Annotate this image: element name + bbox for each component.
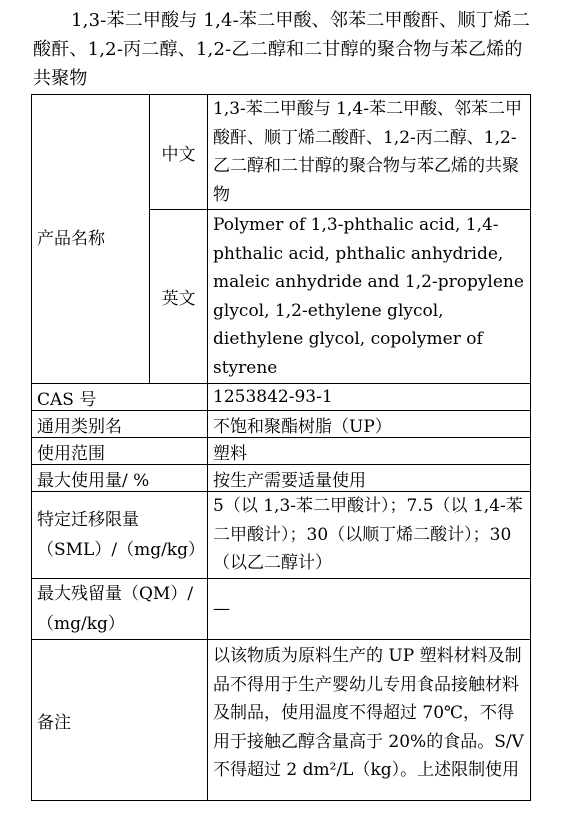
category-value: 不饱和聚酯树脂（UP）: [208, 411, 531, 438]
table-row: [32, 492, 531, 579]
max-use-label: 最大使用量/ %: [32, 465, 208, 492]
category-label: 通用类别名: [32, 411, 208, 438]
english-name-value: Polymer of 1,3-phthalic acid, 1,4-phthalic acid, phthalic anhydride, maleic anhydride and 1,2-propylene glycol, 1,2-ethylene glycol, diethylene glycol, copolymer of styrene: [208, 210, 531, 384]
cas-value: 1253842-93-1: [208, 384, 531, 411]
substance-heading: 1,3-苯二甲酸与 1,4-苯二甲酸、邻苯二甲酸酐、顺丁烯二酸酐、1,2-丙二醇、1,2-乙二醇和二甘醇的聚合物与苯乙烯的共聚物: [33, 10, 531, 89]
scope-label: 使用范围: [32, 438, 208, 465]
scope-value: 塑料: [208, 438, 531, 465]
table-row: [32, 465, 531, 492]
sml-value: 5（以 1,3-苯二甲酸计）；7.5（以 1,4-苯二甲酸计）；30（以顺丁烯二酸计）；30（以乙二醇计）: [208, 492, 531, 579]
cas-label: CAS 号: [32, 384, 208, 411]
chinese-name-value: 1,3-苯二甲酸与 1,4-苯二甲酸、邻苯二甲酸酐、顺丁烯二酸酐、1,2-丙二醇、1,2-乙二醇和二甘醇的聚合物与苯乙烯的共聚物: [208, 95, 531, 210]
product-name-label: 产品名称: [32, 95, 150, 384]
sml-label: 特定迁移限量（SML）/（mg/kg）: [32, 492, 208, 579]
remarks-cell: [208, 640, 531, 801]
table-row: [32, 95, 531, 210]
remarks-label: 备注: [32, 640, 208, 801]
substance-spec-table: [31, 94, 531, 801]
table-row: [32, 438, 531, 465]
english-label: 英文: [150, 210, 208, 384]
table-row: [32, 640, 531, 801]
chinese-label: 中文: [150, 95, 208, 210]
table-row: [32, 384, 531, 411]
max-use-value: 按生产需要适量使用: [208, 465, 531, 492]
table-row: [32, 579, 531, 640]
qm-value: —: [208, 579, 531, 640]
table-row: [32, 411, 531, 438]
remarks-value: 以该物质为原料生产的 UP 塑料材料及制品不得用于生产婴幼儿专用食品接触材料及制品，使用温度不得超过 70℃，不得用于接触乙醇含量高于 20%的食品。S/V 不得超过 2 dm²/L（kg）。上述限制使用: [213, 646, 524, 780]
qm-label: 最大残留量（QM）/（mg/kg）: [32, 579, 208, 640]
